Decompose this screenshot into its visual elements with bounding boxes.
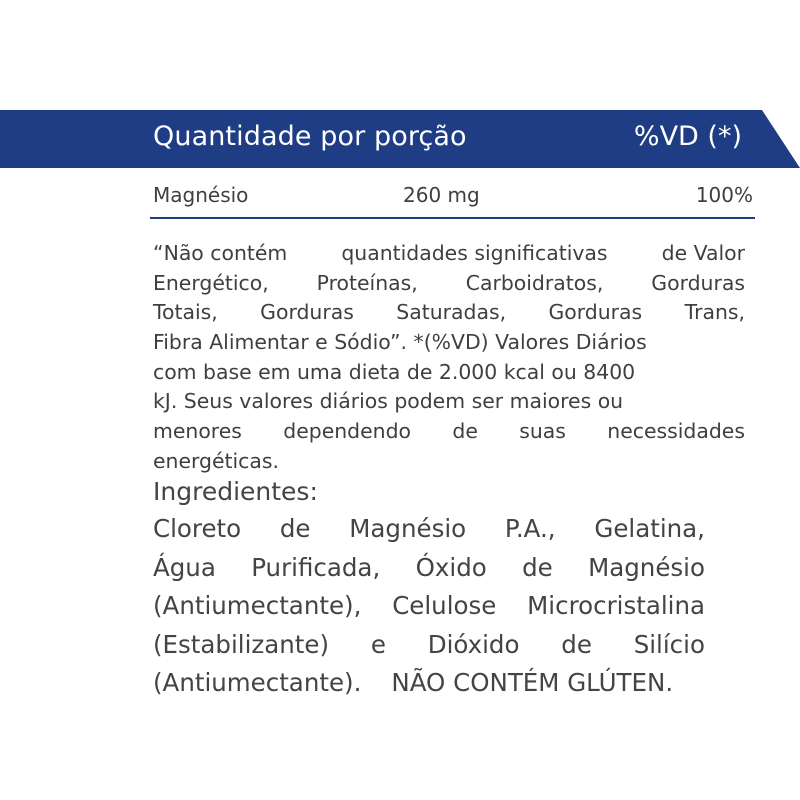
ingredients-line-word: Silício (633, 629, 705, 659)
notes-line-word: Totais, (153, 300, 218, 325)
notes-line-word: energéticas. (153, 448, 279, 473)
ingredients-line-word: Óxido (415, 552, 487, 582)
ingredients-line-word: NÃO CONTÉM GLÚTEN. (391, 668, 674, 697)
notes-line (153, 298, 745, 328)
notes-line-word: de Valor (661, 241, 745, 265)
notes-line (153, 447, 745, 477)
notes-line-word: Trans, (684, 300, 745, 325)
ingredients-line-word: P.A., (504, 514, 556, 543)
header-daily-value-label: %VD (*) (633, 121, 742, 152)
notes-line-word: Saturadas, (396, 300, 507, 325)
notes-line-word: menores (153, 419, 242, 444)
ingredients-line-word: Água (153, 552, 216, 582)
notes-line (153, 387, 745, 417)
ingredients-line-word: de (279, 514, 311, 543)
ingredients-line (153, 626, 705, 665)
notes-line (153, 239, 745, 269)
table-row-divider (150, 217, 755, 219)
ingredients-line-word: Magnésio (588, 552, 705, 582)
notes-line-word: necessidades (607, 419, 745, 444)
nutrient-daily-value: 100% (695, 183, 753, 207)
ingredients-line (153, 549, 705, 588)
ingredients-line-word: Gelatina, (594, 514, 705, 543)
ingredients-line-word: Dióxido (427, 629, 520, 659)
ingredients-line-word: de (561, 629, 592, 659)
notes-line-word: Carboidratos, (465, 270, 604, 295)
ingredients-line (153, 510, 705, 549)
notes-line-word: dependendo (283, 419, 412, 444)
notes-line-word: Gorduras (651, 270, 745, 295)
ingredients-title: Ingredientes: (153, 477, 318, 506)
notes-line (153, 358, 745, 388)
header-serving-label: Quantidade por porção (153, 121, 467, 152)
notes-line-word: Fibra Alimentar e Sódio”. *(%VD) Valores Diários (153, 330, 647, 355)
ingredients-line-word: Cloreto (153, 514, 242, 543)
ingredients-line-word: Purificada, (251, 552, 381, 582)
notes-line-word: Proteínas, (316, 270, 418, 295)
ingredients-line-word: (Estabilizante) (153, 629, 330, 659)
notes-line-word: Gorduras (548, 300, 643, 325)
notes-line-word: “Não contém (153, 241, 288, 265)
notes-line (153, 417, 745, 447)
ingredients-line-word: e (370, 629, 386, 659)
ingredients-line-word: Celulose (392, 591, 497, 620)
notes-line (153, 269, 745, 299)
ingredients-line (153, 664, 705, 703)
notes-line-word: de (452, 419, 478, 444)
nutrition-notes (153, 239, 745, 477)
ingredients-line-word: de (522, 552, 553, 582)
notes-line-word: Energético, (153, 270, 269, 295)
ingredients-line-word: Magnésio (349, 514, 467, 543)
notes-line-word: Gorduras (260, 300, 354, 325)
nutrient-name: Magnésio (153, 183, 249, 207)
notes-line-word: quantidades significativas (341, 241, 608, 265)
nutrient-amount: 260 mg (403, 183, 480, 207)
notes-line-word: kJ. Seus valores diários podem ser maiores ou (153, 389, 624, 414)
table-row (153, 183, 753, 211)
notes-line (153, 328, 745, 358)
ingredients-line-word: Microcristalina (527, 591, 705, 620)
ingredients-line (153, 587, 705, 626)
notes-line-word: com base em uma dieta de 2.000 kcal ou 8400 (153, 359, 636, 384)
ingredients-line-word: (Antiumectante). (153, 668, 362, 697)
ingredients-line-word: (Antiumectante), (153, 591, 362, 620)
ingredients-text (153, 510, 705, 703)
notes-line-word: suas (519, 419, 566, 444)
